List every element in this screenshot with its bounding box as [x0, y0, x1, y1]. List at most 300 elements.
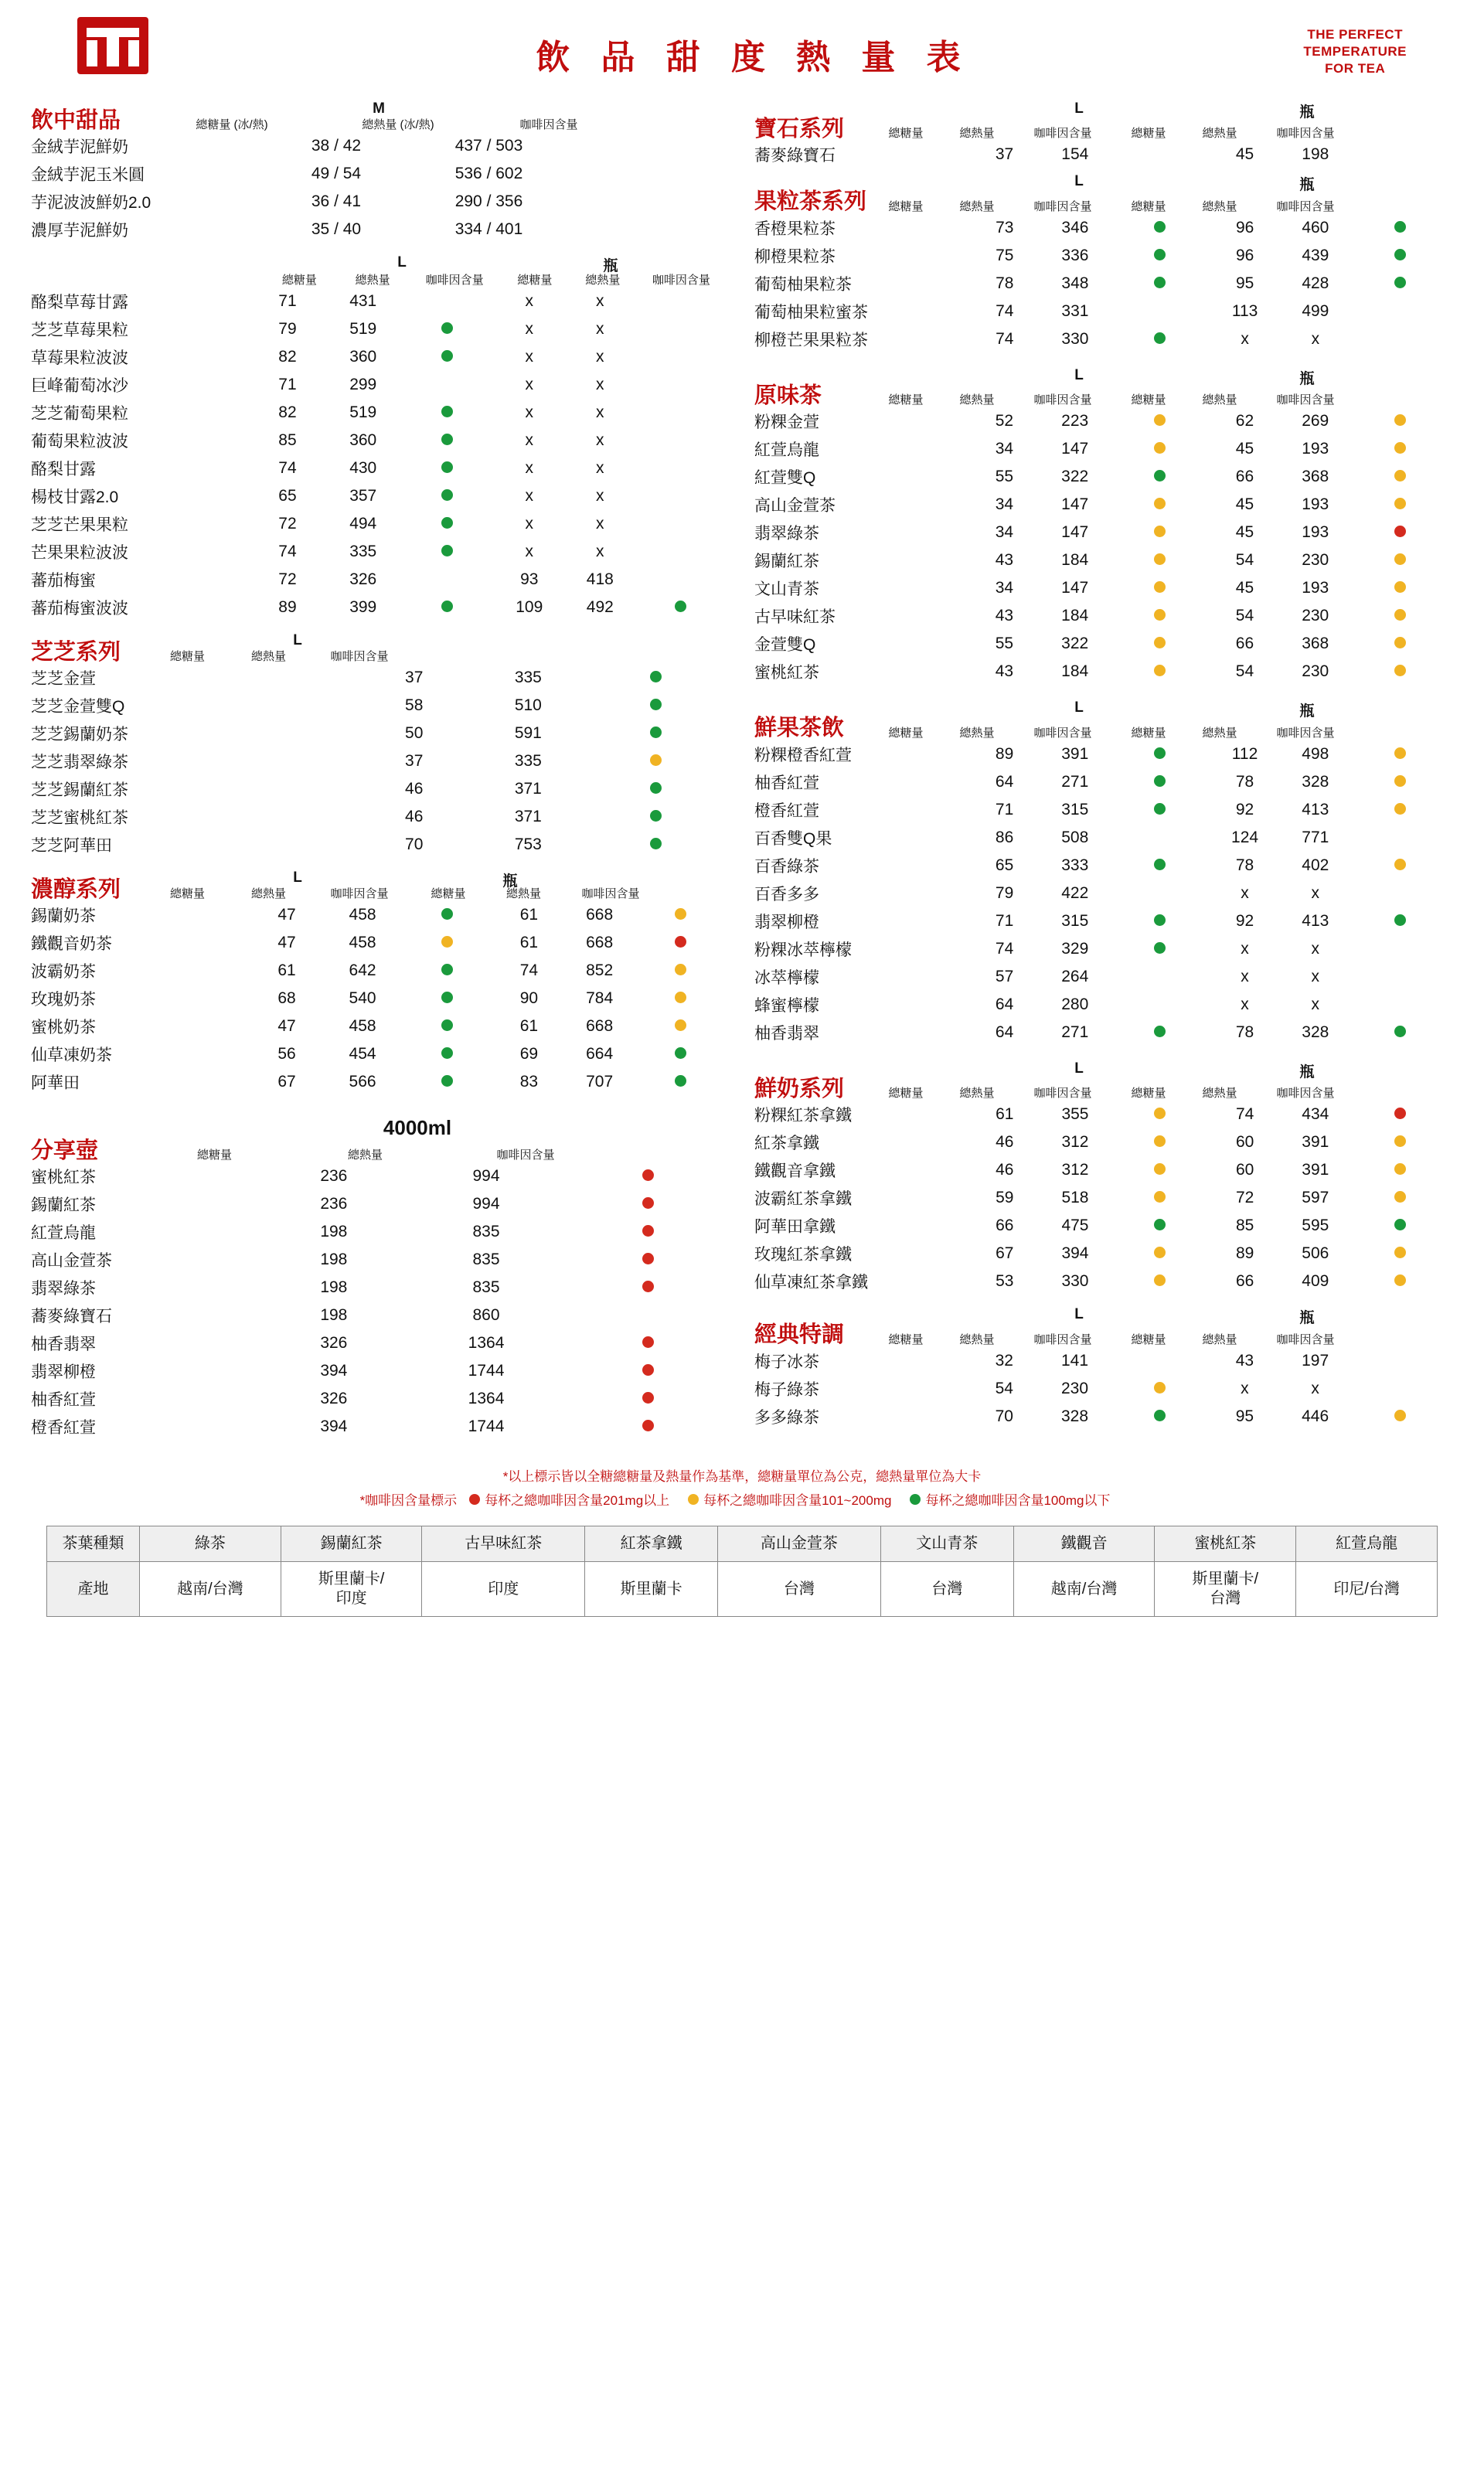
item-name: 芝芝蜜桃紅茶 — [31, 809, 128, 827]
item-calorie: 536 / 602 — [454, 165, 523, 182]
table-row — [31, 510, 727, 538]
item-name: 梅子綠茶 — [754, 1380, 819, 1399]
item-calorie: 835 — [472, 1251, 500, 1269]
item-caffeine — [1111, 298, 1210, 325]
item-name: 高山金萱茶 — [754, 497, 836, 516]
item-name: 柚香翡翠 — [31, 1336, 96, 1354]
caffeine-dot-icon — [650, 782, 662, 794]
item-caffeine — [401, 399, 493, 427]
item-calorie-bottle: 193 — [1302, 440, 1329, 458]
item-sugar-bottle: 93 — [520, 570, 539, 588]
table-row — [31, 692, 727, 720]
item-calorie-bottle: 269 — [1302, 412, 1329, 430]
item-caffeine — [1350, 880, 1450, 907]
item-calorie: 994 — [472, 1167, 500, 1186]
item-caffeine — [1110, 907, 1210, 935]
item-sugar-bottle: x — [1241, 1379, 1249, 1397]
table-row — [754, 740, 1450, 768]
item-calorie-bottle: 193 — [1302, 579, 1329, 597]
caffeine-dot-icon — [650, 671, 662, 682]
caffeine-dot-icon — [1154, 803, 1166, 815]
item-caffeine — [1350, 1268, 1450, 1295]
item-name: 蕎麥綠寶石 — [31, 1308, 112, 1326]
header-caffeine: 咖啡因含量 — [1033, 127, 1092, 141]
note-basis: *以上標示皆以全糖總糖量及熱量作為基準，總糖量單位為公克，總熱量單位為大卡 — [502, 1469, 982, 1485]
item-calorie: 329 — [1061, 939, 1089, 958]
header-sugar: 總糖量 — [888, 1332, 924, 1346]
item-name: 金絨芋泥鮮奶 — [31, 138, 128, 156]
table-row — [47, 1562, 1438, 1617]
size-label-l: L — [1074, 173, 1084, 190]
item-calorie-bottle: 595 — [1302, 1217, 1329, 1235]
item-sugar-bottle: 66 — [1235, 1272, 1254, 1291]
table-share — [31, 1162, 727, 1441]
item-calorie-bottle: x — [1311, 967, 1320, 985]
item-sugar-bottle: 61 — [519, 934, 539, 951]
header-caffeine: 咖啡因含量 — [1033, 1332, 1092, 1346]
item-calorie: 315 — [1061, 800, 1089, 818]
item-calorie: 328 — [1060, 1407, 1089, 1425]
table-row — [754, 574, 1450, 602]
item-caffeine — [1110, 991, 1210, 1019]
item-caffeine — [1350, 1347, 1450, 1375]
header-calorie: 總熱量 — [959, 393, 995, 407]
caffeine-dot-icon — [1154, 221, 1166, 233]
caffeine-dot-icon — [675, 964, 686, 975]
section-freshfruit — [754, 699, 1450, 1046]
caffeine-dot-icon — [1154, 442, 1166, 454]
caffeine-dot-icon — [441, 545, 453, 556]
item-name: 玫瑰奶茶 — [31, 991, 96, 1009]
item-calorie-bottle: 668 — [586, 906, 614, 924]
item-calorie: 508 — [1061, 828, 1089, 846]
item-caffeine — [570, 1190, 727, 1218]
item-calorie-bottle: x — [596, 431, 604, 449]
item-sugar: 73 — [996, 218, 1014, 237]
item-sugar: 37 — [995, 145, 1014, 164]
caffeine-dot-icon — [441, 1047, 453, 1059]
size-label-bottle: 瓶 — [1299, 1063, 1315, 1080]
item-name: 粉粿冰萃檸檬 — [754, 941, 852, 959]
item-caffeine — [635, 566, 727, 594]
item-caffeine — [1111, 1184, 1210, 1212]
tea-type-cell: 紅茶拿鐵 — [585, 1526, 718, 1562]
item-calorie: 454 — [349, 1045, 376, 1063]
item-sugar: 47 — [277, 906, 296, 924]
item-calorie-bottle: 230 — [1302, 662, 1329, 681]
tea-origin-cell: 斯里蘭卡 — [585, 1562, 718, 1617]
header-calorie: 總熱量 — [959, 199, 995, 213]
table-row — [31, 1385, 727, 1413]
header-calorie-bottle: 總熱量 — [505, 887, 541, 900]
table-row — [31, 288, 727, 315]
item-calorie: 333 — [1061, 856, 1089, 874]
item-sugar: 43 — [995, 551, 1014, 570]
item-calorie-bottle: 597 — [1302, 1189, 1329, 1207]
item-sugar: 56 — [277, 1045, 296, 1063]
item-caffeine — [1110, 1347, 1210, 1375]
footer-notes — [31, 1465, 1453, 1509]
item-caffeine — [634, 901, 727, 929]
table-classic — [754, 1347, 1450, 1431]
caffeine-dot-icon — [1154, 775, 1166, 787]
item-sugar-bottle: 78 — [1235, 856, 1254, 874]
tea-type-cell: 蜜桃紅茶 — [1155, 1526, 1296, 1562]
item-sugar: 36 / 41 — [311, 192, 362, 210]
caffeine-dot-icon — [1394, 747, 1406, 759]
table-row — [754, 602, 1450, 630]
section-title-milk: 鮮奶系列 — [754, 1076, 845, 1101]
tea-origin-cell: 台灣 — [880, 1562, 1013, 1617]
item-sugar: 74 — [996, 301, 1014, 320]
item-name: 仙草凍奶茶 — [31, 1046, 112, 1064]
item-calorie-bottle: x — [1311, 329, 1320, 348]
item-name: 芒果果粒波波 — [31, 544, 128, 562]
item-caffeine — [635, 427, 727, 454]
caffeine-dot-icon — [1154, 1274, 1166, 1286]
caffeine-dot-icon — [441, 406, 453, 417]
item-sugar-bottle: x — [525, 348, 534, 366]
item-name: 紅萱烏龍 — [754, 441, 819, 460]
caffeine-dot-icon — [675, 1047, 686, 1059]
item-sugar-bottle: x — [1241, 329, 1249, 348]
item-sugar: 198 — [320, 1306, 348, 1325]
item-caffeine — [401, 371, 493, 399]
item-sugar-bottle: 109 — [516, 598, 543, 616]
item-sugar-bottle: 45 — [1235, 440, 1254, 458]
item-caffeine — [634, 985, 727, 1012]
item-caffeine — [1350, 214, 1450, 242]
caffeine-dot-icon — [650, 838, 662, 849]
table-row — [754, 1156, 1450, 1184]
item-sugar: 72 — [278, 570, 297, 588]
header-caffeine: 咖啡因含量 — [425, 274, 484, 287]
table-row — [31, 315, 727, 343]
item-calorie: 223 — [1061, 412, 1089, 430]
header-calorie-bottle: 總熱量 — [1202, 393, 1237, 407]
item-caffeine — [401, 288, 493, 315]
header-calorie: 總熱量 — [250, 650, 286, 663]
legend-item — [469, 1489, 669, 1509]
item-caffeine — [1110, 519, 1210, 546]
item-sugar: 394 — [320, 1362, 348, 1380]
header-calorie-ih: 總熱量 (冰/熱) — [362, 118, 434, 131]
item-caffeine — [1111, 214, 1210, 242]
item-caffeine — [634, 1012, 727, 1040]
item-caffeine — [1110, 546, 1210, 574]
header-calorie-bottle: 總熱量 — [1202, 127, 1237, 141]
caffeine-dot-icon — [1394, 665, 1406, 676]
caffeine-dot-icon — [1394, 803, 1406, 815]
caffeine-dot-icon — [1154, 1108, 1166, 1119]
caffeine-dot-icon — [1394, 1163, 1406, 1175]
item-name: 玫瑰紅茶拿鐵 — [754, 1246, 852, 1264]
header-caffeine: 咖啡因含量 — [1033, 393, 1092, 407]
item-sugar: 89 — [278, 598, 297, 616]
item-sugar: 67 — [996, 1244, 1014, 1263]
item-name: 波霸紅茶拿鐵 — [754, 1190, 852, 1209]
item-name: 蕎麥綠寶石 — [754, 147, 836, 165]
item-name: 楊枝甘露2.0 — [31, 488, 119, 506]
header-sugar: 總糖量 — [169, 650, 205, 663]
item-caffeine — [1350, 1128, 1450, 1156]
item-caffeine — [1350, 491, 1450, 519]
item-calorie: 437 / 503 — [454, 137, 523, 155]
table-row — [754, 1375, 1450, 1403]
item-sugar: 43 — [995, 662, 1014, 681]
item-calorie-bottle: 784 — [586, 989, 614, 1007]
item-name: 文山青茶 — [754, 580, 819, 599]
caffeine-dot-icon — [1394, 1274, 1406, 1286]
table-row — [754, 796, 1450, 824]
table-row — [754, 214, 1450, 242]
item-sugar-bottle: 66 — [1235, 635, 1254, 653]
caffeine-dot-icon — [441, 1019, 453, 1031]
item-name: 紅萱烏龍 — [31, 1224, 96, 1243]
item-calorie: 147 — [1061, 523, 1089, 542]
section-title-rich: 濃醇系列 — [31, 876, 121, 902]
item-sugar: 58 — [405, 696, 424, 714]
item-name: 古早味紅茶 — [754, 608, 836, 627]
item-caffeine — [585, 747, 727, 775]
caffeine-dot-icon — [1154, 498, 1166, 509]
item-calorie-bottle: 368 — [1302, 635, 1329, 653]
caffeine-dot-icon — [1154, 747, 1166, 759]
table-row — [754, 1268, 1450, 1295]
item-calorie: 510 — [514, 696, 542, 714]
item-calorie-bottle: x — [596, 515, 604, 533]
table-row — [31, 427, 727, 454]
item-name: 百香綠茶 — [754, 857, 819, 876]
table-row — [754, 880, 1450, 907]
header-caffeine: 咖啡因含量 — [496, 1149, 555, 1162]
item-calorie-bottle: 197 — [1302, 1351, 1329, 1370]
item-sugar: 74 — [278, 543, 297, 560]
item-calorie: 315 — [1061, 911, 1089, 930]
header-calorie-bottle: 總熱量 — [1202, 1087, 1237, 1101]
caffeine-dot-icon — [1154, 1163, 1166, 1175]
caffeine-dot-icon — [441, 322, 453, 334]
header-sugar: 總糖量 — [888, 726, 924, 740]
item-sugar: 34 — [995, 523, 1014, 542]
item-sugar-bottle: x — [525, 487, 534, 505]
header-caffeine-bottle: 咖啡因含量 — [1276, 393, 1335, 407]
item-sugar-bottle: 54 — [1235, 662, 1254, 681]
item-sugar: 34 — [995, 579, 1014, 597]
item-caffeine — [1350, 1156, 1450, 1184]
item-sugar-bottle: x — [525, 543, 534, 560]
table-milk — [754, 1101, 1450, 1295]
item-sugar-bottle: 60 — [1235, 1161, 1254, 1179]
table-row — [31, 1012, 727, 1040]
item-calorie: 835 — [472, 1223, 500, 1241]
item-caffeine — [634, 929, 727, 957]
item-sugar: 86 — [995, 828, 1014, 846]
item-calorie: 357 — [349, 487, 377, 505]
page-title: 飲 品 甜 度 熱 量 表 — [536, 39, 972, 77]
caffeine-dot-icon — [469, 1494, 480, 1505]
item-caffeine — [1350, 519, 1450, 546]
item-sugar: 75 — [996, 246, 1014, 264]
header-caffeine: 咖啡因含量 — [1033, 199, 1092, 213]
table-row — [31, 566, 727, 594]
table-row — [31, 1274, 727, 1302]
caffeine-dot-icon — [1154, 526, 1166, 537]
right-column — [754, 100, 1450, 1435]
caffeine-dot-icon — [441, 350, 453, 362]
item-caffeine — [401, 594, 493, 621]
item-caffeine — [1350, 1184, 1450, 1212]
header-caffeine-bottle: 咖啡因含量 — [1276, 726, 1335, 740]
item-sugar: 74 — [996, 329, 1014, 348]
caffeine-dot-icon — [1154, 1382, 1166, 1394]
item-caffeine — [1350, 407, 1450, 435]
item-caffeine — [400, 1012, 493, 1040]
caffeine-dot-icon — [675, 908, 686, 920]
item-caffeine — [1111, 1101, 1210, 1128]
caffeine-dot-icon — [441, 964, 453, 975]
item-sugar: 65 — [278, 487, 297, 505]
item-name: 酪梨甘露 — [31, 461, 96, 478]
caffeine-dot-icon — [688, 1494, 699, 1505]
item-caffeine — [634, 1040, 727, 1068]
item-calorie: 330 — [1061, 1272, 1089, 1291]
tea-origin-cell: 越南/台灣 — [1013, 1562, 1155, 1617]
item-calorie: 422 — [1061, 883, 1089, 902]
item-caffeine — [1350, 141, 1450, 168]
section-share — [31, 1116, 727, 1441]
section-classic — [754, 1306, 1450, 1430]
item-name: 芝芝金萱 — [31, 670, 96, 688]
item-name: 翡翠綠茶 — [754, 525, 819, 543]
item-caffeine — [1350, 574, 1450, 602]
caffeine-dot-icon — [441, 434, 453, 445]
table-row — [754, 519, 1450, 546]
item-calorie: 1744 — [468, 1362, 505, 1380]
item-name: 芝芝金萱雙Q — [31, 698, 125, 716]
item-calorie: 355 — [1061, 1105, 1089, 1124]
item-name: 橙香紅萱 — [31, 1419, 96, 1438]
item-name: 蜜桃紅茶 — [31, 1169, 96, 1187]
table-row — [754, 325, 1450, 353]
item-calorie-bottle: 446 — [1302, 1407, 1329, 1425]
section-title-freshfruit: 鮮果茶飲 — [754, 716, 845, 741]
item-sugar-bottle: 66 — [1235, 468, 1254, 486]
item-calorie: 458 — [349, 934, 376, 951]
item-name: 多多綠茶 — [754, 1408, 819, 1427]
item-sugar-bottle: x — [1241, 995, 1249, 1013]
item-caffeine — [1110, 880, 1210, 907]
item-calorie: 994 — [472, 1195, 500, 1213]
table-row — [31, 901, 727, 929]
header-caffeine: 咖啡因含量 — [330, 887, 389, 900]
table-row — [31, 957, 727, 985]
item-sugar-bottle: 61 — [519, 1017, 539, 1035]
item-calorie-bottle: 439 — [1302, 246, 1329, 264]
item-sugar: 68 — [277, 989, 296, 1007]
item-calorie: 431 — [349, 292, 377, 310]
size-label-l: L — [1074, 699, 1084, 716]
item-caffeine — [570, 1246, 727, 1274]
item-calorie-bottle: x — [596, 376, 604, 393]
item-calorie: 753 — [514, 835, 542, 853]
item-calorie-bottle: 664 — [586, 1045, 614, 1063]
item-caffeine — [1110, 407, 1210, 435]
item-sugar-bottle: 95 — [1235, 1407, 1254, 1425]
item-sugar-bottle: 62 — [1235, 412, 1254, 430]
item-caffeine — [1350, 963, 1450, 991]
item-calorie-bottle: x — [596, 543, 604, 560]
item-caffeine — [635, 482, 727, 510]
caffeine-dot-icon — [441, 601, 453, 612]
item-name: 翡翠柳橙 — [31, 1363, 96, 1382]
item-sugar: 70 — [995, 1407, 1013, 1425]
item-calorie: 458 — [349, 906, 376, 924]
item-sugar: 47 — [277, 1017, 296, 1035]
table-row — [31, 1329, 727, 1357]
size-label-bottle: 瓶 — [1299, 104, 1315, 121]
caffeine-dot-icon — [642, 1281, 654, 1292]
item-calorie: 154 — [1061, 145, 1089, 164]
item-calorie: 394 — [1061, 1244, 1089, 1263]
section-title-pulp: 果粒茶系列 — [754, 189, 867, 215]
table-row — [754, 1101, 1450, 1128]
caffeine-dot-icon — [650, 727, 662, 738]
header-caffeine-bottle: 咖啡因含量 — [1276, 1087, 1335, 1101]
item-calorie: 399 — [349, 598, 377, 616]
item-caffeine — [1110, 1375, 1210, 1403]
item-name: 粉粿橙香紅萱 — [754, 746, 852, 764]
item-sugar-bottle: 45 — [1235, 495, 1254, 514]
item-calorie-bottle: 498 — [1302, 744, 1329, 763]
item-caffeine — [1110, 768, 1210, 796]
item-calorie: 335 — [514, 669, 542, 686]
item-calorie-bottle: 771 — [1302, 828, 1329, 846]
section-fruit-sweet — [31, 254, 727, 621]
item-caffeine — [635, 538, 727, 566]
item-caffeine — [1350, 935, 1450, 963]
section-title-sweet: 飲中甜品 — [31, 107, 121, 133]
item-sugar-bottle: 95 — [1235, 274, 1254, 292]
item-calorie-bottle: 391 — [1302, 1133, 1329, 1152]
caffeine-dot-icon — [1154, 914, 1166, 926]
item-caffeine — [1111, 1268, 1210, 1295]
item-caffeine — [401, 566, 493, 594]
item-calorie-bottle: 668 — [586, 1017, 614, 1035]
caffeine-dot-icon — [1154, 942, 1166, 954]
item-caffeine — [570, 1385, 727, 1413]
legend-item — [688, 1489, 891, 1509]
item-calorie: 299 — [349, 376, 377, 393]
item-caffeine — [1350, 298, 1450, 325]
size-label-l: L — [1074, 1060, 1084, 1077]
caffeine-dot-icon — [1154, 1247, 1166, 1258]
item-calorie-bottle: x — [1311, 1379, 1319, 1397]
header-sugar: 總糖量 — [281, 274, 317, 287]
item-caffeine — [1110, 935, 1210, 963]
item-name: 紅萱雙Q — [754, 469, 816, 488]
header-calorie-bottle: 總熱量 — [1202, 199, 1237, 213]
item-caffeine — [1350, 1240, 1450, 1268]
size-label-bottle: 瓶 — [502, 873, 518, 890]
item-calorie-bottle: 707 — [586, 1073, 614, 1091]
item-calorie: 331 — [1061, 301, 1089, 320]
header-calorie-bottle: 總熱量 — [585, 274, 621, 287]
item-name: 芝芝錫蘭紅茶 — [31, 781, 128, 799]
table-row — [754, 1128, 1450, 1156]
item-calorie-bottle: 230 — [1302, 607, 1329, 625]
item-caffeine — [1110, 824, 1210, 852]
